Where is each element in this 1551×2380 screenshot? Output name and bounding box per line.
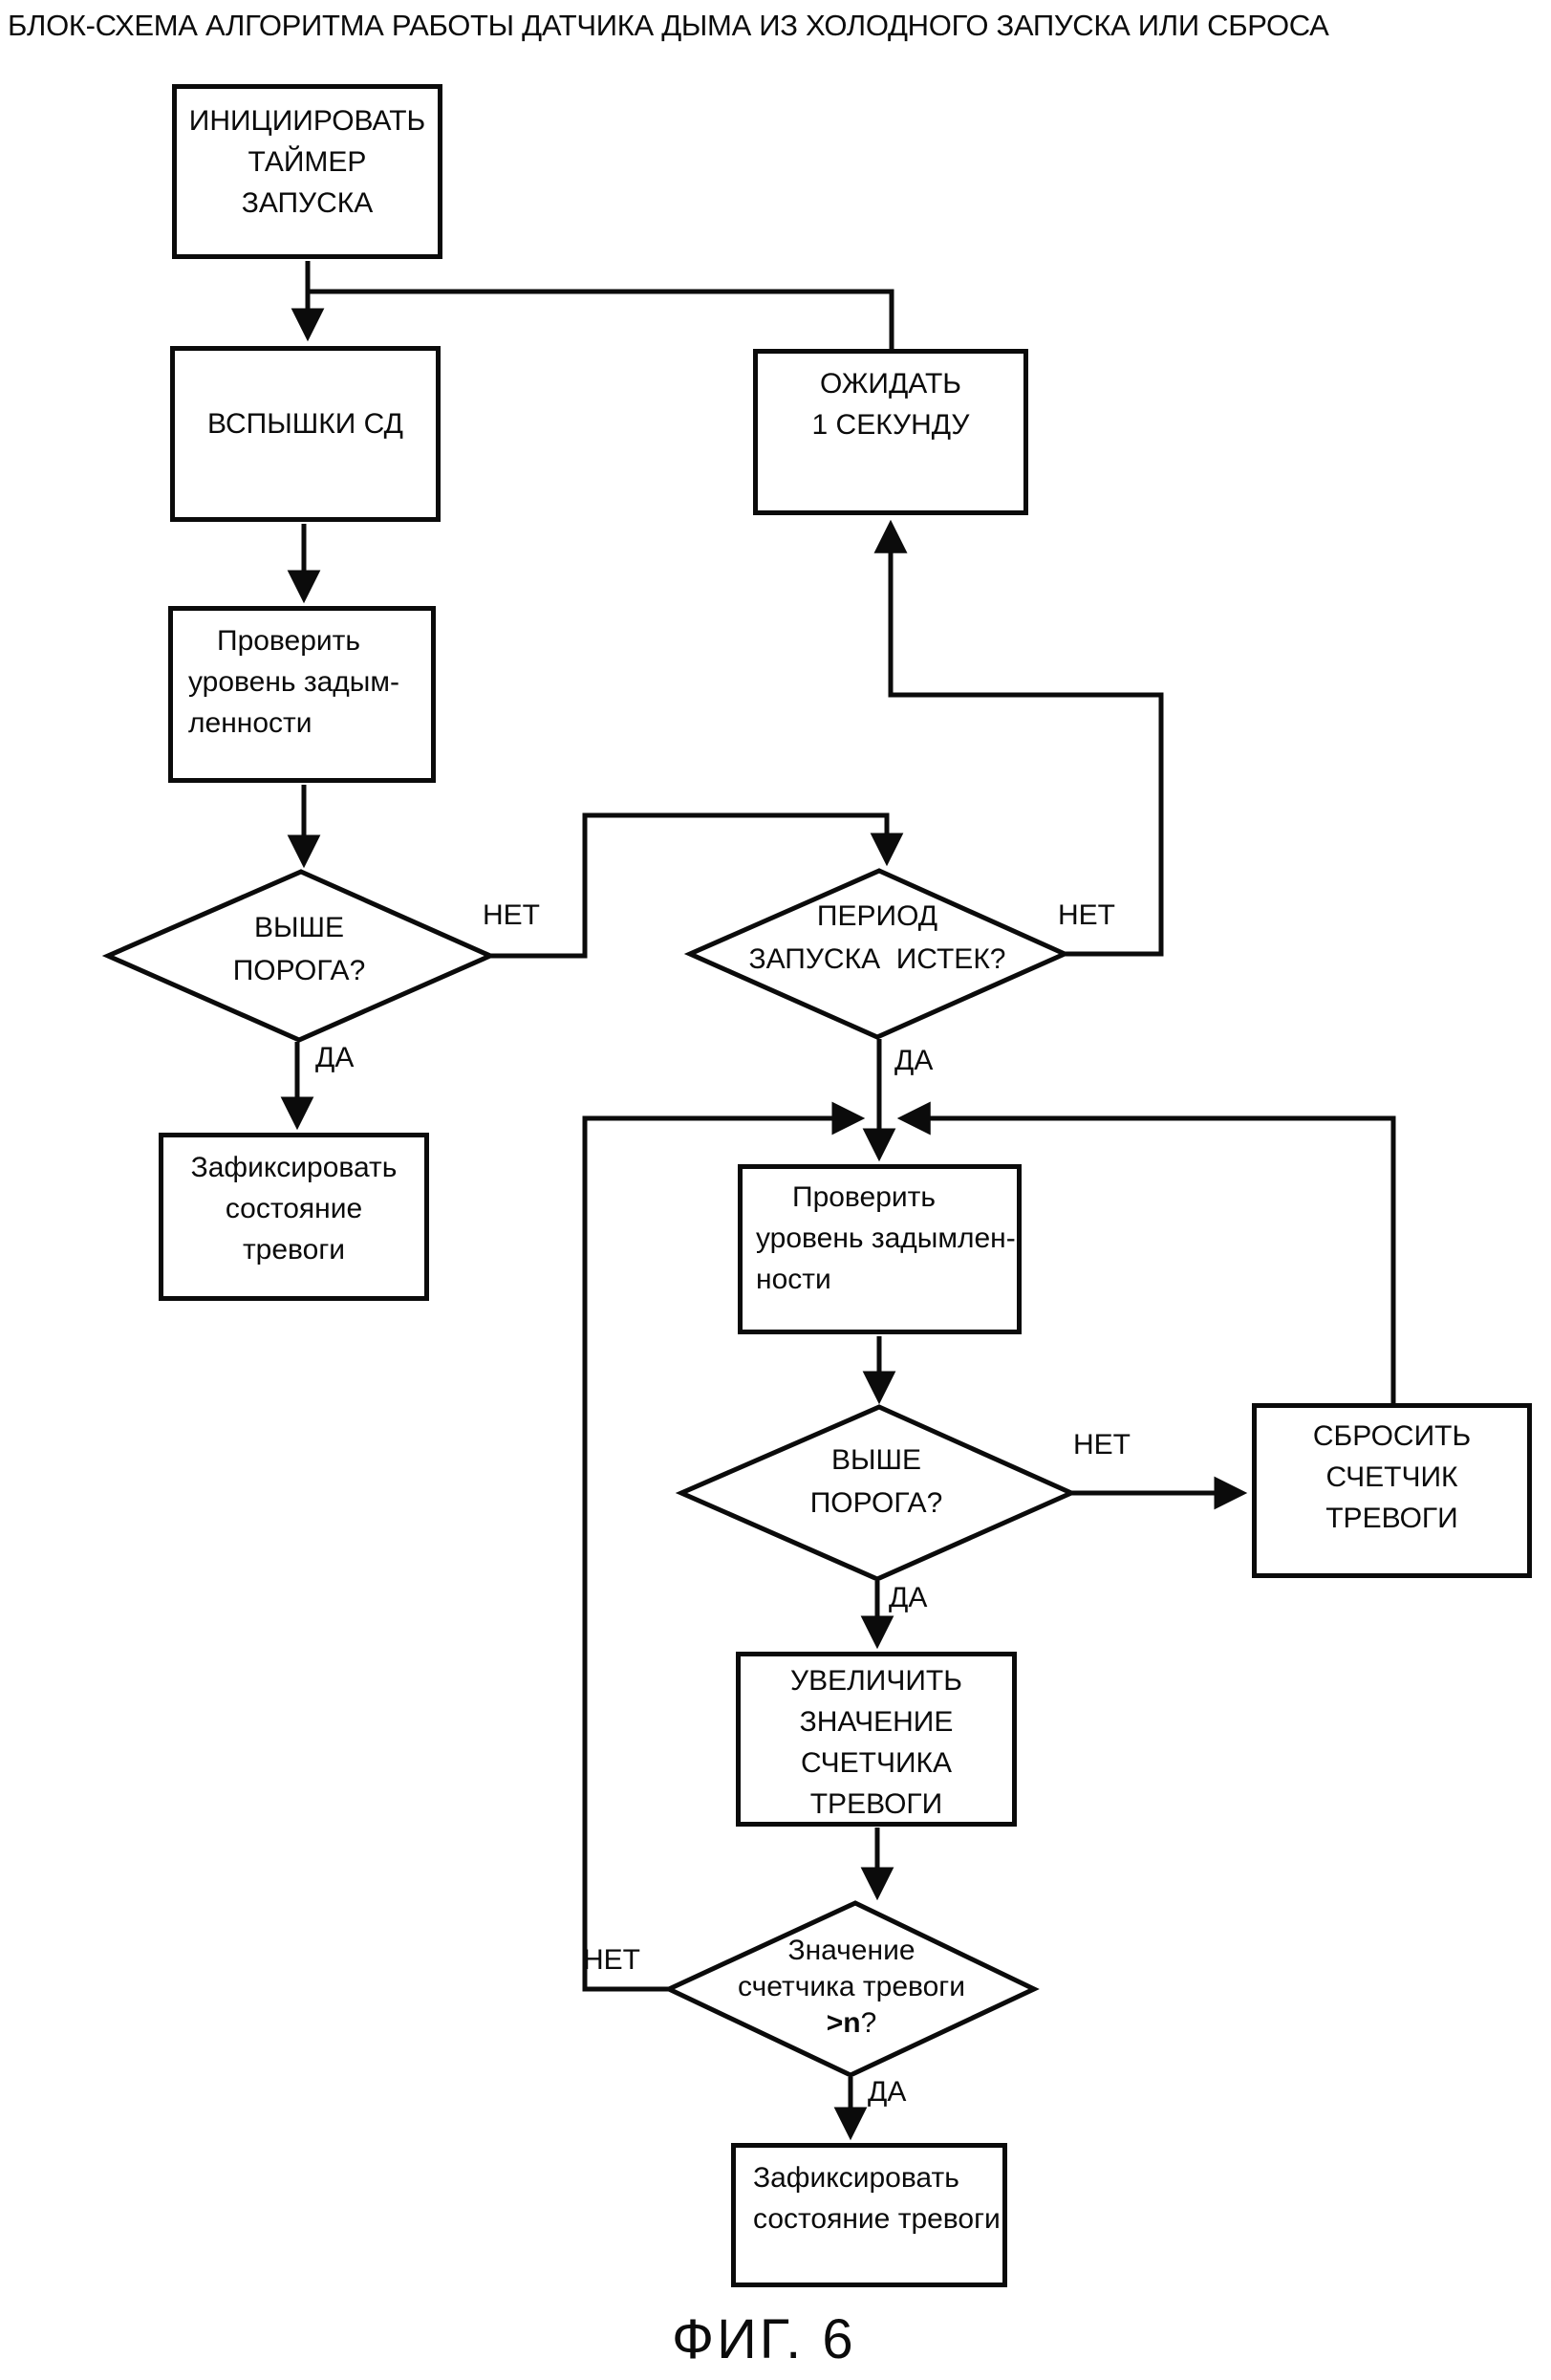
decision-text-startup-expired [705,895,1049,981]
decision-line: ВЫШЕ [253,912,345,943]
process-box-led-flashes [170,346,441,522]
process-box-wait-one-second [753,349,1028,515]
box-line: ности [756,1264,831,1295]
box-line: СЧЕТЧИКА [800,1747,953,1779]
decision-text-threshold2 [733,1439,1020,1525]
edge-expired-no-to-wait [891,525,1161,954]
process-box-latch-alarm-state-1 [159,1133,429,1301]
box-line: СБРОСИТЬ [1312,1420,1472,1452]
box-line: Зафиксировать [753,2162,959,2194]
edge-label-yes-counter: ДА [868,2076,907,2108]
edge-init-to-wait [308,292,892,352]
box-line: состояние тревоги [753,2203,1001,2235]
box-line: ЗАПУСКА [241,187,374,219]
decision-line: ПОРОГА? [809,1487,943,1519]
box-line: Проверить [792,1181,937,1213]
decision-line: ПОРОГА? [232,955,366,986]
edge-label-no-threshold2: НЕТ [1073,1429,1131,1460]
box-line: состояние [225,1193,363,1224]
process-box-latch-alarm-state-2 [731,2143,1007,2287]
decision-text-threshold1 [156,906,442,992]
decision-line: Значение [787,1935,916,1966]
figure-caption: ФИГ. 6 [672,2308,856,2370]
box-line: Зафиксировать [190,1152,398,1183]
edge-label-yes-expired: ДА [894,1045,934,1076]
edge-label-no-counter: НЕТ [583,1944,640,1976]
gt-n-question: ? [860,2007,877,2039]
box-line: тревоги [242,1234,346,1266]
decision-line: ВЫШЕ [830,1444,922,1476]
edge-label-no-expired: НЕТ [1058,899,1115,931]
box-line: СЧЕТЧИК [1325,1461,1458,1493]
edge-label-no-threshold1: НЕТ [483,899,540,931]
box-line: 1 СЕКУНДУ [811,409,970,441]
edge-label-yes-threshold1: ДА [315,1042,355,1073]
box-line: УВЕЛИЧИТЬ [790,1665,962,1697]
decision-text-counter-gt-n [684,1933,1019,2042]
process-box-check-smoke-level-1 [168,606,436,783]
process-box-reset-alarm-counter [1252,1403,1532,1578]
decision-line: ПЕРИОД [816,900,938,932]
decision-line-gt-n [684,2005,1019,2042]
decision-line: ЗАПУСКА ИСТЕК? [748,943,1006,975]
box-line: ТРЕВОГИ [1325,1503,1458,1534]
box-line: уровень задым- [188,666,399,698]
box-line: ТРЕВОГИ [809,1788,943,1820]
box-line: ТАЙМЕР [248,146,367,178]
edge-label-yes-threshold2: ДА [889,1582,928,1613]
box-line: уровень задымлен- [756,1222,1016,1254]
process-box-check-smoke-level-2 [738,1164,1022,1334]
box-line: ВСПЫШКИ СД [207,407,403,440]
decision-line: счетчика тревоги [737,1971,965,2002]
process-box-increment-alarm-counter [736,1652,1017,1827]
box-line: Проверить [217,625,361,657]
box-line: ИНИЦИИРОВАТЬ [188,105,426,137]
process-box-init-timer [172,84,442,259]
box-line: ленности [188,707,312,739]
gt-n-bold: >n [826,2007,861,2039]
page-title: БЛОК-СХЕМА АЛГОРИТМА РАБОТЫ ДАТЧИКА ДЫМА ИЗ ХОЛОДНОГО ЗАПУСКА ИЛИ СБРОСА [8,9,1329,42]
box-line: ОЖИДАТЬ [820,368,961,400]
box-line: ЗНАЧЕНИЕ [799,1706,954,1738]
